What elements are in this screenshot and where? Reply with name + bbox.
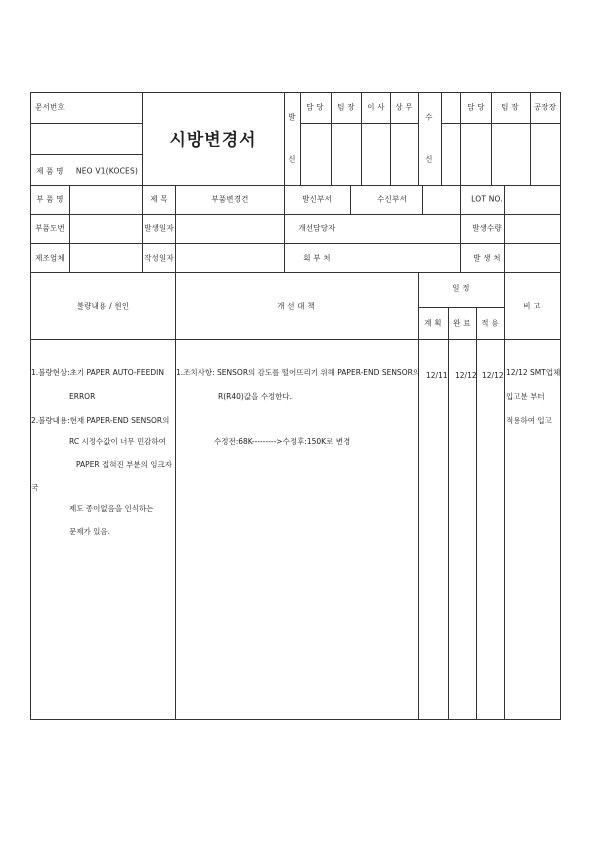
send-dept-label: 발신부서	[302, 194, 332, 204]
rule	[30, 339, 561, 340]
defect-line: 제도 종이없음을 인식하는	[69, 504, 154, 513]
rule	[30, 243, 561, 244]
plan-column-header: 계 획	[424, 318, 442, 328]
improver-label: 개선담당자	[298, 223, 336, 233]
issue-place-label: 발 생 처	[473, 253, 501, 263]
rule	[175, 185, 176, 720]
measure-line: 1.조치사항: SENSOR의 감도를 떨어뜨리기 위해 PAPER-END SENSOR의	[176, 368, 421, 377]
measure-line: R(R40)값을 수정한다.	[218, 392, 293, 401]
remark-line: 적용하여 입고	[506, 416, 552, 425]
lot-no-label: LOT NO.	[471, 194, 503, 204]
rule	[331, 92, 332, 185]
defect-line: PAPER 접혀진 부분의 잉크자	[76, 460, 173, 469]
rule	[30, 272, 561, 273]
defect-line: RC 시정수값이 너무 민감하여	[69, 437, 166, 446]
schedule-column-header: 일 정	[452, 283, 470, 293]
defect-line: 1.불량현상:초기 PAPER AUTO-FEEDIN	[31, 368, 164, 377]
rule	[350, 185, 351, 214]
recv-approval-2: 팀 장	[501, 102, 519, 112]
rule	[142, 92, 143, 272]
done-date: 12/12	[455, 371, 477, 380]
measure-line: 수정전:68K--------->수정후:150K로 변경	[214, 437, 351, 446]
plan-date: 12/11	[426, 371, 448, 380]
remark-line: 12/12 SMT업체	[506, 368, 561, 377]
rule	[448, 307, 449, 720]
rule	[30, 154, 142, 155]
rule	[30, 92, 561, 93]
defect-column-header: 불량내용 / 원인	[76, 301, 130, 311]
rule	[30, 185, 561, 186]
rule	[390, 92, 391, 185]
product-name-value: NEO V1(KOCES)	[75, 166, 139, 176]
rule	[284, 92, 285, 272]
rule	[560, 92, 561, 720]
send-label-bottom: 신	[288, 154, 296, 164]
rule	[441, 92, 442, 185]
recv-approval-1: 담 당	[467, 102, 485, 112]
rule	[441, 123, 561, 124]
write-date-label: 작성일자	[144, 253, 174, 263]
recv-label-bottom: 신	[425, 154, 433, 164]
recv-label-top: 수	[425, 112, 433, 122]
send-approval-3: 이 사	[367, 102, 385, 112]
rule	[418, 307, 504, 308]
subject-label: 제 목	[150, 194, 168, 204]
rule	[460, 92, 461, 272]
rule	[418, 92, 419, 185]
rule	[30, 214, 561, 215]
rule	[422, 185, 423, 214]
issue-date-label: 발생일자	[144, 223, 174, 233]
recv-approval-3: 공장장	[533, 102, 557, 112]
rule	[30, 92, 31, 720]
refer-label: 회 부 처	[303, 253, 331, 263]
rule	[30, 123, 142, 124]
rule	[361, 92, 362, 185]
spec-change-form	[30, 92, 561, 720]
issue-qty-label: 발생수량	[472, 223, 502, 233]
drawing-no-label: 부품도번	[35, 223, 65, 233]
recv-dept-label: 수신부서	[377, 194, 407, 204]
rule	[530, 92, 531, 185]
page-title: 시방변경서	[169, 130, 257, 151]
defect-line: 문제가 있음.	[69, 527, 110, 536]
send-label-top: 발	[288, 112, 296, 122]
done-column-header: 완 료	[453, 318, 471, 328]
defect-line: 2.불량내용:현재 PAPER-END SENSOR의	[31, 416, 170, 425]
defect-line: 국	[31, 483, 39, 492]
send-approval-4: 상 무	[395, 102, 413, 112]
apply-column-header: 적 용	[481, 318, 499, 328]
rule	[504, 185, 505, 720]
measure-column-header: 개 선 대 책	[277, 301, 315, 311]
apply-date: 12/12	[482, 371, 504, 380]
send-approval-1: 담 당	[306, 102, 324, 112]
rule	[300, 92, 301, 185]
doc-no-label: 문서번호	[35, 102, 65, 112]
product-name-label: 제 품 명	[36, 166, 64, 176]
rule	[491, 92, 492, 185]
rule	[30, 719, 561, 720]
maker-label: 제조업체	[35, 253, 65, 263]
subject-value: 부품변경건	[211, 194, 249, 204]
send-approval-2: 팀 장	[337, 102, 355, 112]
rule	[476, 307, 477, 720]
rule	[69, 185, 70, 272]
defect-line: ERROR	[69, 392, 96, 401]
remark-column-header: 비 고	[523, 301, 541, 311]
remark-line: 입고분 부터	[506, 392, 545, 401]
part-name-label: 부 품 명	[36, 194, 64, 204]
rule	[418, 272, 419, 720]
rule	[300, 123, 418, 124]
